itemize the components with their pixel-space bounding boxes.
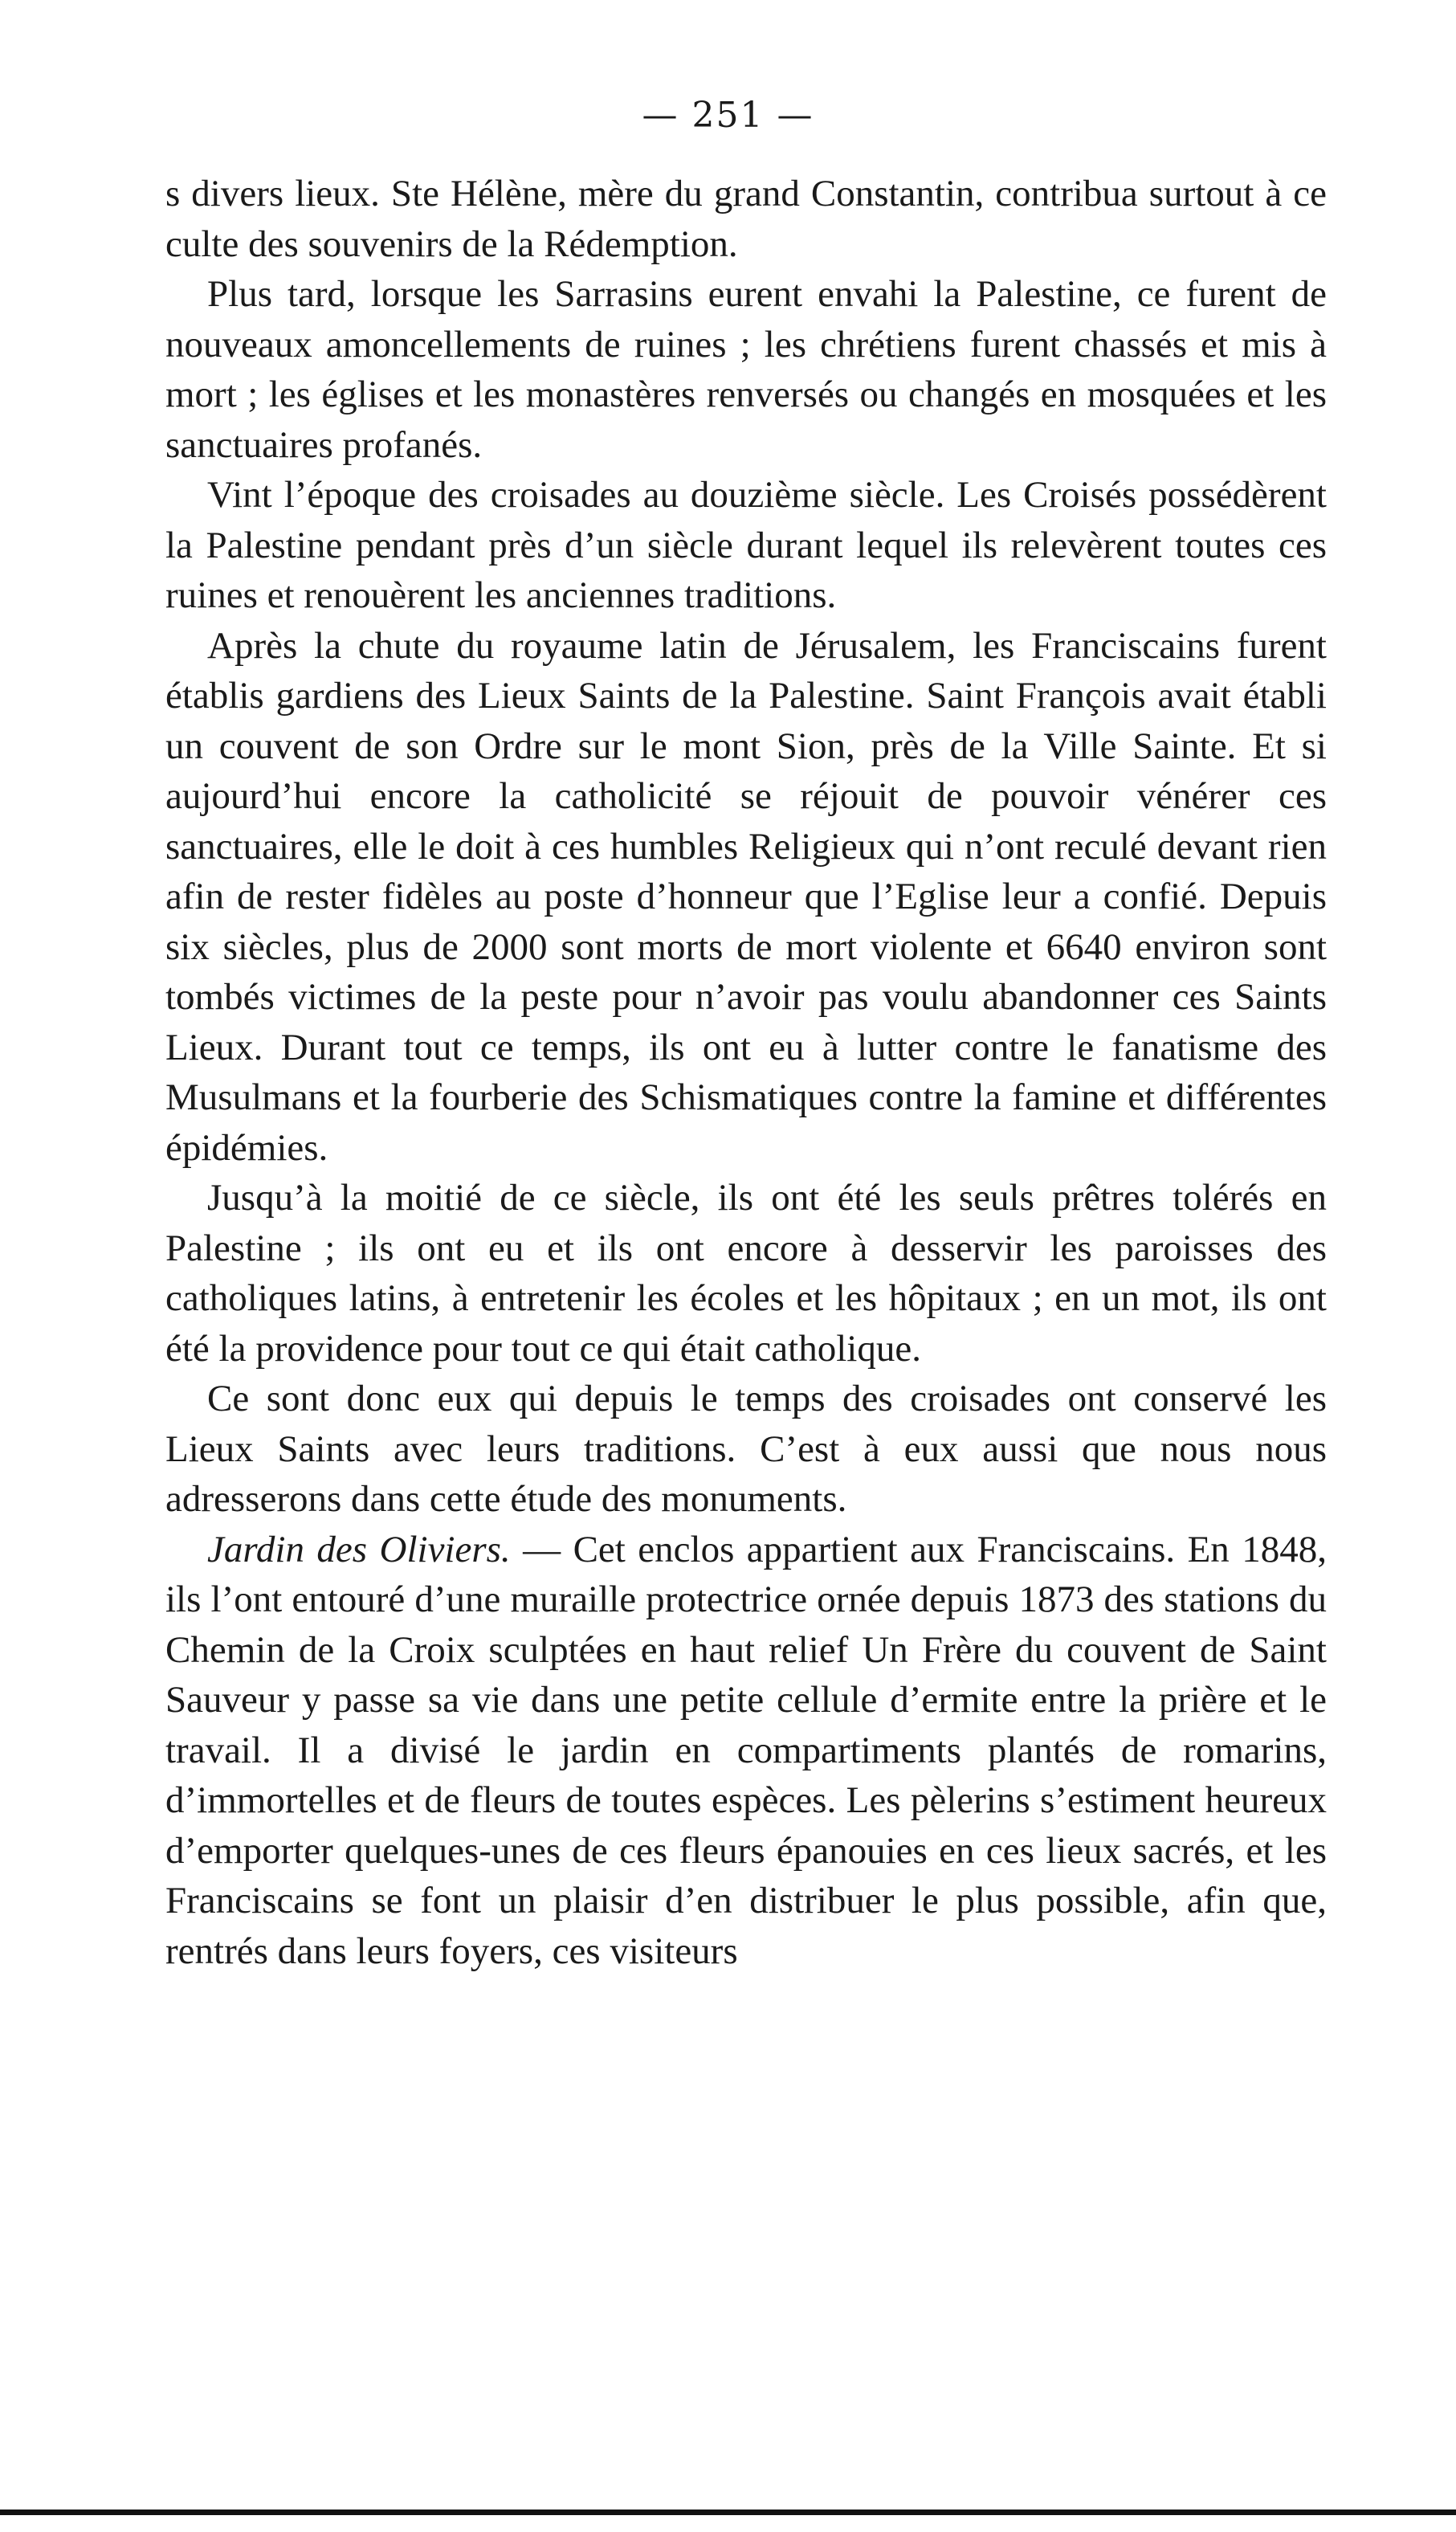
paragraph: s divers lieux. Ste Hélène, mère du grand Constantin, contribua surtout à ce culte des souvenirs de la Rédemption. <box>165 173 1327 265</box>
paragraph: Après la chute du royaume latin de Jérusalem, les Franciscains furent établis gardiens des Lieux Saints de la Palestine. Saint François avait établi un couvent de son Ordre sur le mont Sion, près de la Ville Sainte. Et si aujourd’hui encore la catholicité se réjouit de pouvoir vénérer ces sanctuaires, elle le doit à ces humbles Religieux qui n’ont reculé devant rien afin de rester fidèles au poste d’honneur que l’Eglise leur a confié. Depuis six siècles, plus de 2000 sont morts de mort violente et 6640 environ sont tombés victimes de la peste pour n’avoir pas voulu abandonner ces Saints Lieux. Durant tout ce temps, ils ont eu à lutter contre le fanatisme des Musulmans et la fourberie des Schismatiques contre la famine et différentes épidémies. <box>165 624 1327 1169</box>
paragraph: Jusqu’à la moitié de ce siècle, ils ont été les seuls prêtres tolérés en Palestine ; ils ont eu et ils ont encore à desservir les paroisses des catholiques latins, à entretenir les écoles et les hôpitaux ; en un mot, ils ont été la providence pour tout ce qui était catholique. <box>165 1177 1327 1370</box>
paragraph: Vint l’époque des croisades au douzième siècle. Les Croisés possédèrent la Palestine pendant près d’un siècle durant lequel ils relevèrent toutes ces ruines et renouèrent les anciennes traditions. <box>165 474 1327 616</box>
jardin-title: Jardin des Oliviers. <box>207 1528 511 1570</box>
bottom-rule <box>0 2510 1456 2515</box>
body-text <box>165 169 1327 1976</box>
jardin-text: — Cet enclos appartient aux Franciscains. En 1848, ils l’ont entouré d’une muraille protectrice ornée depuis 1873 des stations du Chemin de la Croix sculptées en haut relief Un Frère du couvent de Saint Sauveur y passe sa vie dans une petite cellule d’ermite entre la prière et le travail. Il a divisé le jardin en compartiments plantés de romarins, d’immortelles et de fleurs de toutes espèces. Les pèlerins s’estiment heureux d’emporter quelques-unes de ces fleurs épanouies en ces lieux sacrés, et les Franciscains se font un plaisir d’en distribuer le plus possible, afin que, rentrés dans leurs foyers, ces visiteurs <box>165 1528 1327 1972</box>
page-number: — 251 — <box>642 95 814 136</box>
paragraph: Ce sont donc eux qui depuis le temps des croisades ont conservé les Lieux Saints avec leurs traditions. C’est à eux aussi que nous nous adresserons dans cette étude des monuments. <box>165 1378 1327 1520</box>
paragraph: Plus tard, lorsque les Sarrasins eurent envahi la Palestine, ce furent de nouveaux amoncellements de ruines ; les chrétiens furent chassés et mis à mort ; les églises et les monastères renversés ou changés en mosquées et les sanctuaires profanés. <box>165 273 1327 466</box>
paragraph-jardin <box>165 1525 1327 1977</box>
